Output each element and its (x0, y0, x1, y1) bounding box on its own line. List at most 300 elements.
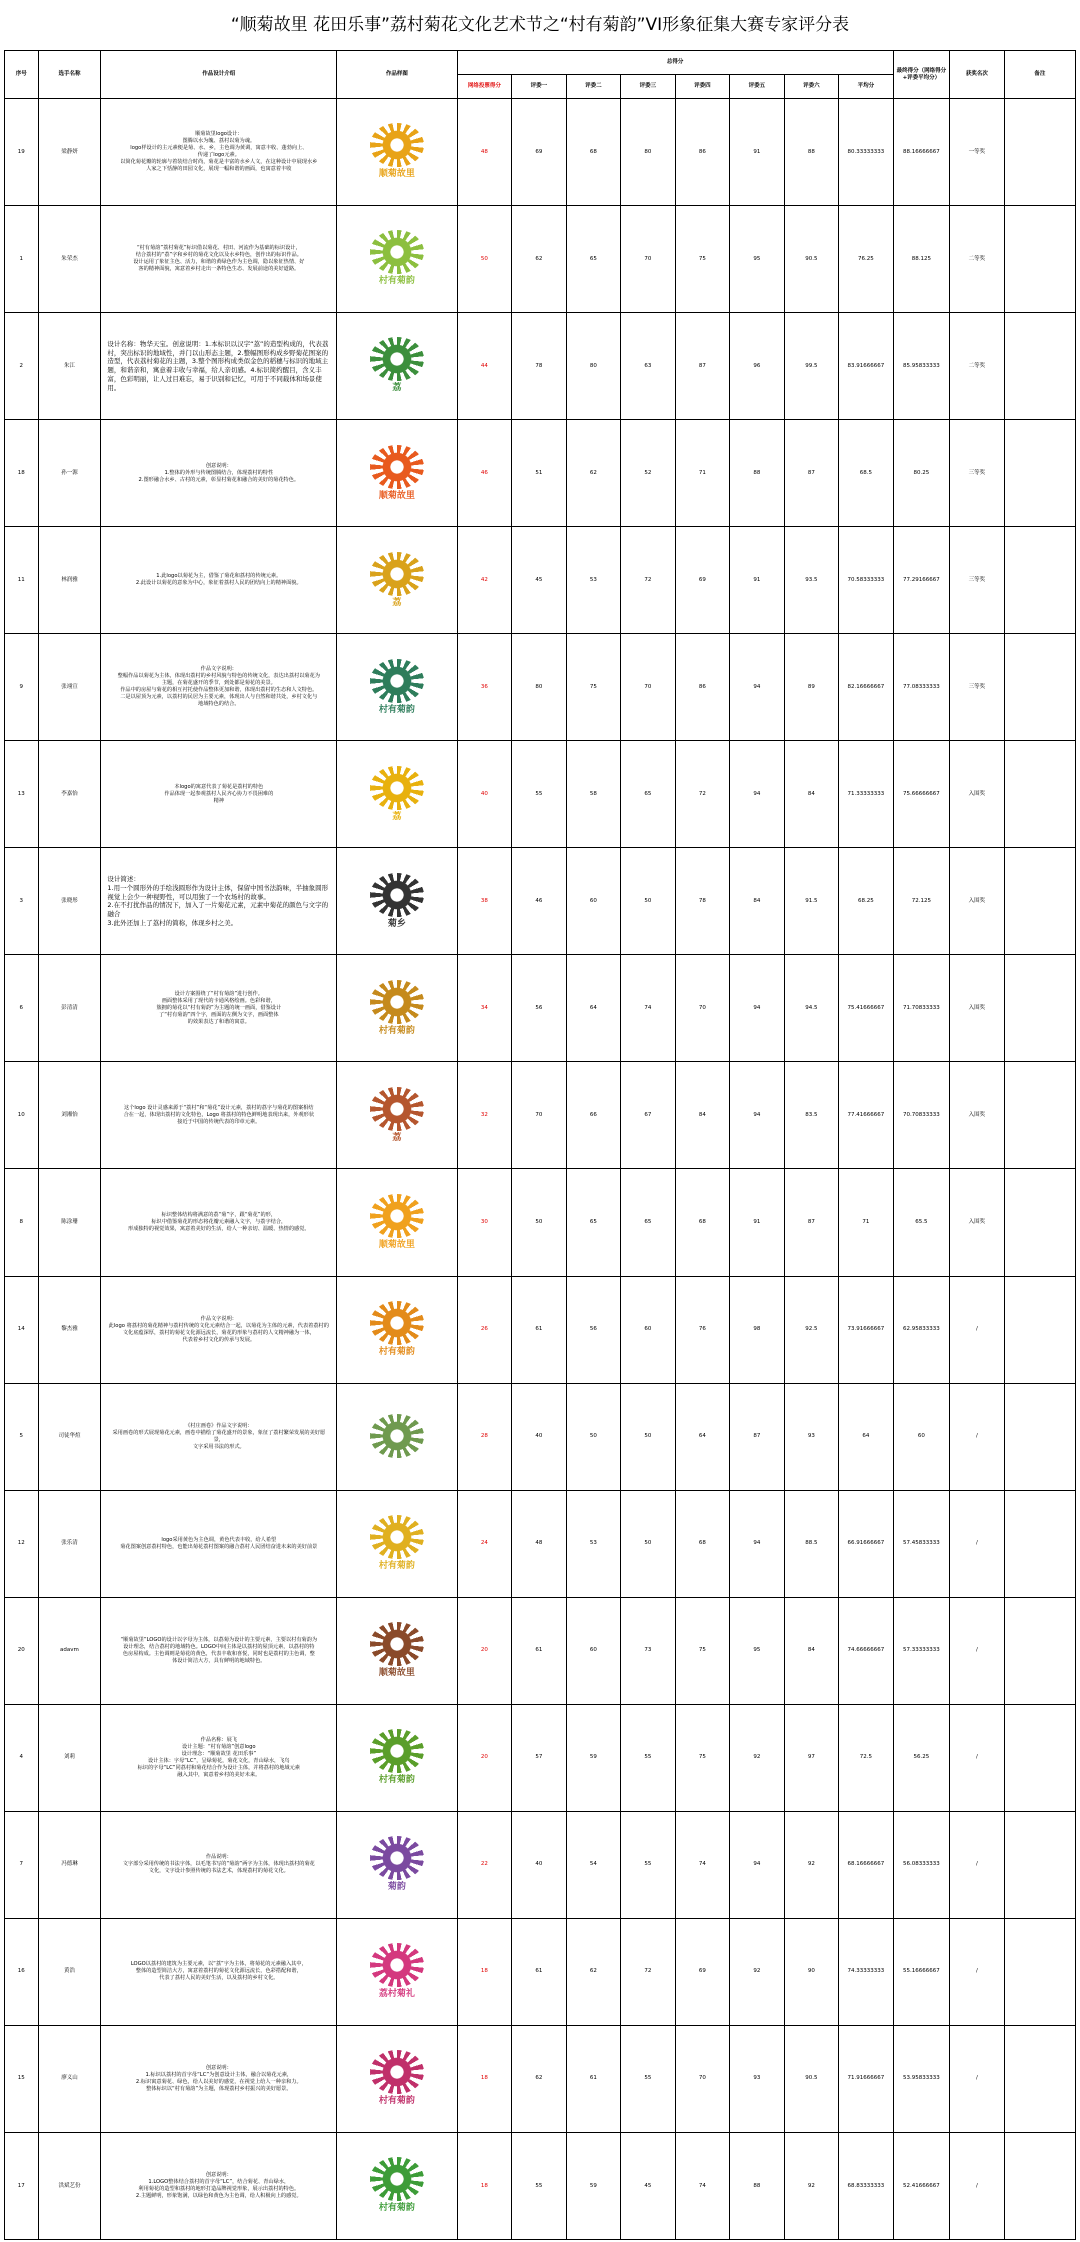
cell-judge-4: 75 (675, 1597, 729, 1704)
cell-judge-2: 60 (566, 1597, 620, 1704)
cell-judge-6: 89 (784, 634, 838, 741)
cell-judge-3: 60 (621, 1276, 675, 1383)
cell-seq: 20 (5, 1597, 39, 1704)
cell-note (1004, 1704, 1075, 1811)
cell-judge-1: 51 (512, 420, 566, 527)
cell-award: 入围奖 (950, 741, 1004, 848)
cell-name: 朱江 (38, 313, 101, 420)
cell-judge-4: 87 (675, 313, 729, 420)
cell-intro: 本logo的寓意代表了菊花是荔村的特色 作品体现一起参观荔村人民齐心协力不畏困难的 精神 (101, 741, 337, 848)
cell-seq: 12 (5, 1490, 39, 1597)
cell-judge-3: 50 (621, 1383, 675, 1490)
cell-average: 68.25 (839, 848, 894, 955)
cell-judge-3: 72 (621, 527, 675, 634)
chrysanthemum-icon (370, 766, 424, 810)
cell-judge-3: 50 (621, 848, 675, 955)
cell-judge-3: 50 (621, 1490, 675, 1597)
cell-judge-2: 62 (566, 1918, 620, 2025)
cell-judge-5: 87 (730, 1383, 784, 1490)
cell-judge-4: 71 (675, 420, 729, 527)
cell-sample (337, 848, 458, 955)
cell-judge-4: 84 (675, 1062, 729, 1169)
logo-image (351, 2043, 443, 2115)
cell-intro: 作品文字说明： 整幅作品以菊花为主体，体现出荔村的乡村风貌与特色的传统文化，表达出荔村以菊花为 主题，在菊花盛开的季节，到处都是菊花的美景。 作品中的房屋与菊花的相互衬托使作品整体更加和谐，体现出荔村的生态和人文特色。 二是以屋顶为元素，以荔村的民居为主要元素，体现出人与自然和谐共处，乡村文化与 地域特色的结合。 (101, 634, 337, 741)
chrysanthemum-icon (370, 1301, 424, 1345)
cell-judge-2: 58 (566, 741, 620, 848)
cell-award: / (950, 1918, 1004, 2025)
cell-average: 75.41666667 (839, 955, 894, 1062)
cell-average: 80.33333333 (839, 99, 894, 206)
chrysanthemum-icon (370, 337, 424, 381)
logo-wordmark: 村有菊韵 (378, 1561, 415, 1571)
cell-judge-1: 61 (512, 1597, 566, 1704)
cell-award: 二等奖 (950, 313, 1004, 420)
logo-wordmark: 荔 (392, 1132, 402, 1143)
logo-wordmark: 村有菊韵 (378, 704, 415, 715)
cell-judge-1: 70 (512, 1062, 566, 1169)
cell-note (1004, 420, 1075, 527)
cell-intro: 设计方案围绕了“村有菊韵”进行创作。 画面整体采用了现代的卡通风格绘画。色彩和谐， 簇拥的菊花以“村有菊韵”为主题的统一画面，借鉴设计 了“村有菊韵”四个字，画面的左侧为文字，画面整体 的效果表达了和谐的寓意。 (101, 955, 337, 1062)
cell-final: 71.70833333 (893, 955, 950, 1062)
cell-judge-3: 70 (621, 634, 675, 741)
cell-seq: 6 (5, 955, 39, 1062)
cell-note (1004, 1169, 1075, 1276)
cell-name: 洪斌艺份 (38, 2132, 101, 2239)
cell-judge-4: 70 (675, 955, 729, 1062)
table-row (5, 1918, 1076, 2025)
cell-judge-6: 87 (784, 1169, 838, 1276)
cell-average: 72.5 (839, 1704, 894, 1811)
cell-final: 88.125 (893, 206, 950, 313)
cell-seq: 2 (5, 313, 39, 420)
cell-judge-6: 90.5 (784, 206, 838, 313)
score-table (4, 50, 1076, 2240)
cell-judge-4: 86 (675, 99, 729, 206)
cell-public-vote: 48 (457, 99, 511, 206)
header-judge-1: 评委一 (512, 75, 566, 99)
chrysanthemum-icon (370, 1622, 424, 1666)
cell-intro: 创意说明： 1.整体的外形与传统图腾结合，体现荔村的特性 2.图形融合水乡、古村的元素，彰显村菊花和融合的美好的菊花特色。 (101, 420, 337, 527)
cell-judge-1: 50 (512, 1169, 566, 1276)
logo-image (351, 1615, 443, 1687)
cell-name: 冯德琳 (38, 1811, 101, 1918)
cell-judge-1: 80 (512, 634, 566, 741)
cell-final: 53.95833333 (893, 2025, 950, 2132)
cell-judge-4: 78 (675, 848, 729, 955)
cell-judge-3: 45 (621, 2132, 675, 2239)
cell-judge-4: 64 (675, 1383, 729, 1490)
cell-judge-1: 55 (512, 741, 566, 848)
logo-wordmark: 顺菊故里 (378, 1239, 415, 1250)
logo-wordmark: 荔 (392, 597, 402, 608)
cell-public-vote: 38 (457, 848, 511, 955)
cell-intro: 《村庄画卷》作品文字说明： 采用画卷的形式展现菊花元素，画卷中描绘了菊花盛开的景象，象征了荔村繁荣发展的美好愿景， 文字采用书法的形式。 (101, 1383, 337, 1490)
cell-public-vote: 22 (457, 1811, 511, 1918)
cell-judge-4: 76 (675, 1276, 729, 1383)
header-judge-5: 评委五 (730, 75, 784, 99)
chrysanthemum-icon (370, 2050, 424, 2094)
cell-note (1004, 634, 1075, 741)
cell-judge-6: 92 (784, 1811, 838, 1918)
cell-name: adavm (38, 1597, 101, 1704)
logo-wordmark: 村有菊韵 (378, 276, 415, 287)
cell-judge-1: 40 (512, 1811, 566, 1918)
cell-sample (337, 1169, 458, 1276)
cell-judge-4: 69 (675, 527, 729, 634)
cell-judge-2: 64 (566, 955, 620, 1062)
cell-average: 64 (839, 1383, 894, 1490)
header-award: 获奖名次 (950, 51, 1004, 99)
cell-sample (337, 527, 458, 634)
cell-judge-5: 91 (730, 99, 784, 206)
cell-award: / (950, 1276, 1004, 1383)
cell-name: 李嘉怡 (38, 741, 101, 848)
cell-judge-2: 50 (566, 1383, 620, 1490)
cell-name: 彭清清 (38, 955, 101, 1062)
cell-judge-4: 75 (675, 206, 729, 313)
cell-seq: 15 (5, 2025, 39, 2132)
table-row (5, 848, 1076, 955)
cell-public-vote: 32 (457, 1062, 511, 1169)
cell-award: / (950, 1704, 1004, 1811)
cell-judge-4: 72 (675, 741, 729, 848)
cell-judge-1: 45 (512, 527, 566, 634)
logo-wordmark: 荔村菊礼 (378, 1989, 415, 2000)
cell-intro: logo采用黄色为主色调，黄色代表丰收，给人希望 菊花图案创意荔村特色，也能出菊花荔村图案的融合荔村人民团结奋进未来的美好前景 (101, 1490, 337, 1597)
cell-judge-3: 55 (621, 1704, 675, 1811)
cell-final: 62.95833333 (893, 1276, 950, 1383)
cell-award: 入围奖 (950, 1169, 1004, 1276)
cell-public-vote: 20 (457, 1704, 511, 1811)
cell-sample (337, 955, 458, 1062)
header-judge-4: 评委四 (675, 75, 729, 99)
cell-note (1004, 848, 1075, 955)
table-row (5, 2025, 1076, 2132)
cell-judge-5: 88 (730, 420, 784, 527)
table-row (5, 1490, 1076, 1597)
cell-note (1004, 1918, 1075, 2025)
cell-judge-2: 62 (566, 420, 620, 527)
logo-image (351, 544, 443, 616)
cell-seq: 13 (5, 741, 39, 848)
cell-average: 68.83333333 (839, 2132, 894, 2239)
chrysanthemum-icon (370, 2157, 424, 2201)
cell-seq: 5 (5, 1383, 39, 1490)
cell-average: 66.91666667 (839, 1490, 894, 1597)
cell-average: 68.5 (839, 420, 894, 527)
header-average: 平均分 (839, 75, 894, 99)
cell-judge-1: 61 (512, 1918, 566, 2025)
logo-wordmark: 村有菊韵 (378, 1775, 415, 1786)
header-name: 选手名称 (38, 51, 101, 99)
cell-note (1004, 1276, 1075, 1383)
table-row (5, 99, 1076, 206)
cell-judge-6: 90.5 (784, 2025, 838, 2132)
cell-final: 72.125 (893, 848, 950, 955)
chrysanthemum-icon (370, 980, 424, 1024)
cell-note (1004, 1490, 1075, 1597)
cell-judge-3: 74 (621, 955, 675, 1062)
cell-public-vote: 44 (457, 313, 511, 420)
table-row (5, 1811, 1076, 1918)
cell-public-vote: 46 (457, 420, 511, 527)
cell-note (1004, 1811, 1075, 1918)
cell-average: 77.41666667 (839, 1062, 894, 1169)
cell-judge-5: 95 (730, 1597, 784, 1704)
cell-public-vote: 18 (457, 1918, 511, 2025)
cell-public-vote: 18 (457, 2025, 511, 2132)
chrysanthemum-icon (370, 873, 424, 917)
cell-judge-6: 83.5 (784, 1062, 838, 1169)
cell-final: 75.66666667 (893, 741, 950, 848)
cell-public-vote: 20 (457, 1597, 511, 1704)
chrysanthemum-icon (370, 1729, 424, 1773)
sheet-title: “顺菊故里 花田乐事”荔村菊花文化艺术节之“村有菊韵”VI形象征集大赛专家评分表 (230, 15, 850, 35)
cell-public-vote: 34 (457, 955, 511, 1062)
header-final: 最终得分（网络得分+评委平均分） (893, 51, 950, 99)
cell-judge-6: 92.5 (784, 1276, 838, 1383)
table-row (5, 741, 1076, 848)
logo-image (351, 1508, 443, 1580)
cell-judge-2: 54 (566, 1811, 620, 1918)
logo-wordmark: 村有菊韵 (378, 1025, 415, 1036)
cell-judge-5: 93 (730, 2025, 784, 2132)
cell-seq: 3 (5, 848, 39, 955)
cell-judge-6: 94.5 (784, 955, 838, 1062)
logo-image (351, 865, 443, 937)
cell-intro: 设计名称：物华天宝。创意说明：1.本标识以汉字“荔”的造型构成的，代表荔村，突出标识的地域性，并门以山形态主题，2.整幅图形构成乡野菊花图案的造型，代表荔村菊花的主题，3.整个图形构成类似金色的稻穗与标识的地域主题，和谐亲和，寓意着丰收与幸福，给人亲切感。4.标识简约醒目，含义丰富，色彩明丽，让人过目难忘，易于识别和记忆，可用于不同载体和场景使用。 (101, 313, 337, 420)
cell-average: 71.91666667 (839, 2025, 894, 2132)
logo-image (351, 651, 443, 723)
logo-image (351, 223, 443, 295)
cell-judge-4: 69 (675, 1918, 729, 2025)
cell-name: 刘湘怡 (38, 1062, 101, 1169)
cell-public-vote: 40 (457, 741, 511, 848)
cell-average: 70.58333333 (839, 527, 894, 634)
cell-seq: 18 (5, 420, 39, 527)
cell-average: 82.16666667 (839, 634, 894, 741)
cell-final: 56.08333333 (893, 1811, 950, 1918)
header-intro: 作品设计介绍 (101, 51, 337, 99)
cell-public-vote: 36 (457, 634, 511, 741)
cell-seq: 10 (5, 1062, 39, 1169)
header-judge-3: 评委三 (621, 75, 675, 99)
logo-wordmark: 顺菊故里 (378, 1668, 415, 1679)
cell-judge-2: 59 (566, 2132, 620, 2239)
cell-average: 71 (839, 1169, 894, 1276)
chrysanthemum-icon (370, 445, 424, 489)
cell-judge-5: 94 (730, 741, 784, 848)
cell-award: / (950, 1811, 1004, 1918)
cell-seq: 14 (5, 1276, 39, 1383)
cell-name: 张乐清 (38, 1490, 101, 1597)
cell-sample (337, 1062, 458, 1169)
logo-wordmark: 菊韵 (387, 1882, 406, 1893)
cell-final: 77.29166667 (893, 527, 950, 634)
cell-public-vote: 42 (457, 527, 511, 634)
cell-final: 55.16666667 (893, 1918, 950, 2025)
cell-judge-6: 84 (784, 741, 838, 848)
logo-wordmark: 村有菊韵 (378, 2096, 415, 2107)
cell-judge-2: 60 (566, 848, 620, 955)
logo-image (351, 330, 443, 402)
cell-average: 76.25 (839, 206, 894, 313)
cell-note (1004, 1597, 1075, 1704)
chrysanthemum-icon (370, 1943, 424, 1987)
cell-sample (337, 2132, 458, 2239)
cell-judge-5: 96 (730, 313, 784, 420)
cell-intro: 创意说明： 1.标识以荔村的首字母“LC”为创意设计主体，融合以菊花元素， 2.标识寓意菊花、绿色，给人以美好的感觉，在视觉上给人一种亲和力。 整体标识以“村有菊韵”为主题，体现荔村乡村振兴的美好愿景。 (101, 2025, 337, 2132)
cell-note (1004, 741, 1075, 848)
cell-seq: 4 (5, 1704, 39, 1811)
cell-judge-3: 72 (621, 1918, 675, 2025)
cell-intro: 1.此logo以菊花为主，借鉴了菊花和荔村的传统元素。 2.此设计以菊花的意象为中心，象征着荔村人民的团结向上的精神面貌。 (101, 527, 337, 634)
cell-judge-6: 87 (784, 420, 838, 527)
cell-judge-5: 94 (730, 634, 784, 741)
cell-name: 林润雅 (38, 527, 101, 634)
cell-judge-5: 88 (730, 2132, 784, 2239)
cell-judge-1: 48 (512, 1490, 566, 1597)
logo-wordmark: 村有菊韵 (378, 2203, 415, 2214)
cell-judge-6: 97 (784, 1704, 838, 1811)
cell-intro: 创意说明： 1.LOGO整体结合荔村的首字母“LC”，结合菊花、青山绿水， 利用菊花的造型和荔村的地形打造品牌视觉形象，展示出荔村的特色。 2.主题鲜明，形象饱满，以绿色和黄色为主色调，给人积极向上的感觉。 (101, 2132, 337, 2239)
table-row (5, 206, 1076, 313)
cell-intro: 作品说明： 文字部分采用传统的书法字体，以毛笔书写的“菊韵”两字为主体，体现出荔村的菊花 文化，文字设计参照传统的书法艺术，体现荔村的菊花文化。 (101, 1811, 337, 1918)
logo-image (351, 1829, 443, 1901)
cell-public-vote: 18 (457, 2132, 511, 2239)
cell-judge-5: 91 (730, 527, 784, 634)
cell-judge-2: 65 (566, 1169, 620, 1276)
cell-intro: 这个logo 设计灵感来源于“荔村”和“菊花”设计元素，荔村的荔字与菊花的图案相结 合在一起，体现出荔村的文化特色，Logo 将荔村的特色鲜明地表现出来，外观形状 接近于中国的传统代表的印章元素。 (101, 1062, 337, 1169)
cell-sample (337, 2025, 458, 2132)
cell-intro: 顺菊故里logo设计： 图腾以水为魄、荔村以菊为魂。 logo样设计的主元素便是菊、水、乡，主色调为黄调，寓意丰收、蓬勃向上、 传递了logo元素。 以简化菊花瓣的轮廓与着装结合时尚，菊花是丰富的水乡人文，在这种设计中展现水乡 人家之下恬静的田园文化，展现一幅和谐的画面，也寓意着丰收 (101, 99, 337, 206)
cell-judge-5: 91 (730, 1169, 784, 1276)
cell-award: / (950, 1597, 1004, 1704)
chrysanthemum-icon (370, 1836, 424, 1880)
cell-sample (337, 1490, 458, 1597)
chrysanthemum-icon (370, 552, 424, 596)
cell-note (1004, 2132, 1075, 2239)
cell-judge-3: 52 (621, 420, 675, 527)
cell-final: 88.16666667 (893, 99, 950, 206)
cell-judge-5: 92 (730, 1918, 784, 2025)
cell-average: 68.16666667 (839, 1811, 894, 1918)
cell-sample (337, 1811, 458, 1918)
logo-image (351, 972, 443, 1044)
cell-average: 74.66666667 (839, 1597, 894, 1704)
cell-final: 57.33333333 (893, 1597, 950, 1704)
cell-seq: 9 (5, 634, 39, 741)
cell-judge-4: 74 (675, 2132, 729, 2239)
cell-name: 司徒华煊 (38, 1383, 101, 1490)
cell-note (1004, 527, 1075, 634)
cell-note (1004, 1062, 1075, 1169)
cell-seq: 19 (5, 99, 39, 206)
cell-name: 梁静妍 (38, 99, 101, 206)
header-public-vote: 网络投票得分 (457, 75, 511, 99)
cell-name: 陈涂珊 (38, 1169, 101, 1276)
table-row (5, 1276, 1076, 1383)
cell-judge-3: 67 (621, 1062, 675, 1169)
cell-intro: “顺菊故里”LOGO的设计以字母为主体，以荔菊为设计的主要元素，主要以村有菊韵为 设计理念，结合荔村的地域特色。LOGO中间主体是以荔村的屋顶元素，以荔村的特 色房屋构成。主色调则是菊花的黄色，代表丰收和喜悦，同时也是荔村的主色调，整 体设计简洁大方，具有鲜明的地域特色。 (101, 1597, 337, 1704)
logo-image (351, 1722, 443, 1794)
cell-final: 65.5 (893, 1169, 950, 1276)
cell-judge-3: 80 (621, 99, 675, 206)
cell-final: 52.41666667 (893, 2132, 950, 2239)
cell-final: 80.25 (893, 420, 950, 527)
table-row (5, 1169, 1076, 1276)
cell-judge-4: 75 (675, 1704, 729, 1811)
logo-image (351, 2150, 443, 2222)
cell-note (1004, 99, 1075, 206)
cell-intro: LOGO以荔村的建筑为主要元素，以“荔”字为主体，将菊花的元素融入其中， 整体的造型简洁大方，寓意着荔村的菊花文化源远流长，色彩搭配和谐， 代表了荔村人民的美好生活，以及荔村的乡村文化。 (101, 1918, 337, 2025)
cell-judge-5: 94 (730, 1811, 784, 1918)
cell-average: 73.91666667 (839, 1276, 894, 1383)
cell-sample (337, 99, 458, 206)
logo-wordmark: 顺菊故里 (378, 169, 415, 180)
cell-judge-2: 75 (566, 634, 620, 741)
cell-judge-6: 92 (784, 2132, 838, 2239)
logo-image (351, 116, 443, 188)
cell-intro: 设计简述： 1.用一个圆形外的手绘浅圆形作为设计主体，保留中国书法韵味，半抽象圆形视觉上会少一种视野性，可以用独了一个农场村的故事。 2.在不打扰作品的情况下，加入了一片菊花元素，元素中菊花的颜色与文字的融合 3.此外还加上了荔村的简称，体现乡村之美。 (101, 848, 337, 955)
cell-judge-5: 84 (730, 848, 784, 955)
table-row (5, 1704, 1076, 1811)
table-row (5, 527, 1076, 634)
cell-name: 廖义山 (38, 2025, 101, 2132)
logo-wordmark: 村有菊韵 (378, 1346, 415, 1357)
cell-judge-5: 92 (730, 1704, 784, 1811)
chrysanthemum-icon (370, 1414, 424, 1458)
cell-judge-1: 61 (512, 1276, 566, 1383)
cell-award: / (950, 2132, 1004, 2239)
cell-intro: 作品名称：展飞 设计主题：“村有菊韵”创意logo 设计理念：“顺菊故里 花田乐事” 设计主体：字母“LC”，呈绿菊花，菊花文化，青山绿水，飞鸟 标识的字母“LC”同荔村和菊花结合作为设计主体，并将荔村的地域元素 融入其中，寓意着乡村的美好未来。 (101, 1704, 337, 1811)
cell-judge-1: 69 (512, 99, 566, 206)
cell-note (1004, 955, 1075, 1062)
cell-seq: 1 (5, 206, 39, 313)
header-note: 备注 (1004, 51, 1075, 99)
cell-judge-1: 62 (512, 206, 566, 313)
cell-judge-6: 91.5 (784, 848, 838, 955)
cell-judge-1: 62 (512, 2025, 566, 2132)
logo-image (351, 1079, 443, 1151)
cell-sample (337, 313, 458, 420)
chrysanthemum-icon (370, 1515, 424, 1559)
cell-award: / (950, 1490, 1004, 1597)
cell-judge-4: 86 (675, 634, 729, 741)
cell-award: 入围奖 (950, 848, 1004, 955)
cell-judge-6: 93.5 (784, 527, 838, 634)
cell-note (1004, 1383, 1075, 1490)
table-row (5, 1597, 1076, 1704)
logo-image (351, 758, 443, 830)
cell-award: / (950, 1383, 1004, 1490)
cell-award: 一等奖 (950, 99, 1004, 206)
logo-wordmark: 菊乡 (387, 918, 406, 929)
chrysanthemum-icon (370, 659, 424, 703)
cell-final: 70.70833333 (893, 1062, 950, 1169)
cell-intro: 标识整体结构将满意的荔“菊”字，跟“菊花”的形， 标识中借鉴菊花的形态将花瓣元素融入文字，与荔字结合， 形成独特的视觉效果，寓意着美好的生活，给人一种亲切、温暖、热情的感觉。 (101, 1169, 337, 1276)
table-row (5, 634, 1076, 741)
cell-judge-2: 68 (566, 99, 620, 206)
cell-judge-2: 56 (566, 1276, 620, 1383)
cell-judge-3: 55 (621, 1811, 675, 1918)
cell-name: 朱荣杰 (38, 206, 101, 313)
cell-judge-6: 88.5 (784, 1490, 838, 1597)
chrysanthemum-icon (370, 1087, 424, 1131)
cell-award: 三等奖 (950, 634, 1004, 741)
cell-award: 入围奖 (950, 955, 1004, 1062)
cell-average: 74.33333333 (839, 1918, 894, 2025)
